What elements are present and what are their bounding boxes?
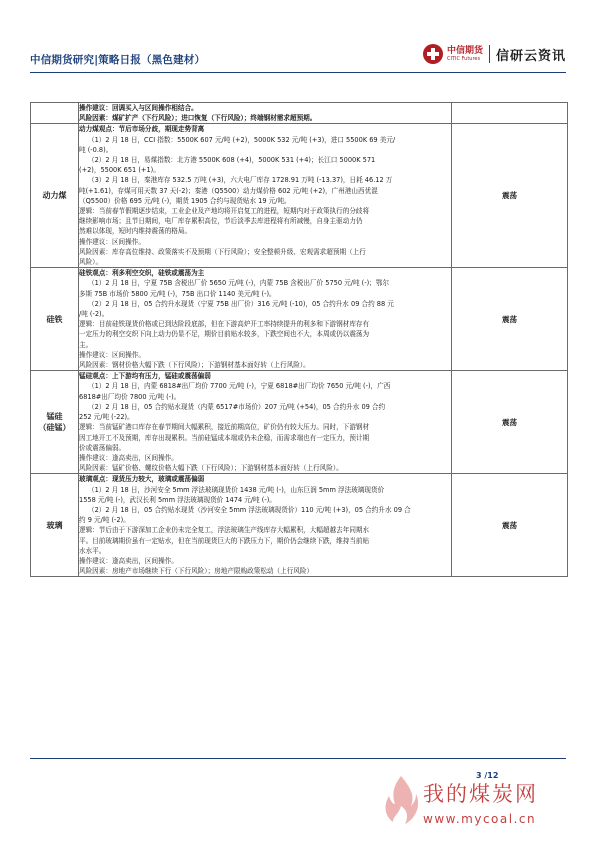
analysis-line: 继续影响市场；且节日期间，电厂库存累积高位，节后淡季去库进程将有所减慢，自身主驱动力仍 [79, 217, 363, 226]
analysis-line: （3）2 月 18 日，秦港库存 532.5 万吨 (+3)，六大电厂库存 1728.91 万吨 (-13.37)，日耗 46.12 万 [88, 176, 393, 185]
analysis-line: /吨 (-2)。 [79, 310, 109, 319]
analysis-line: 然难以体现，短时内维持震荡的格局。 [79, 227, 192, 236]
footer-divider [30, 758, 566, 759]
analysis-line: 因工地开工不及预期，库存出现累积。当前硅锰成本端或仍未企稳，而需求端也有一定压力，预计期 [79, 433, 370, 442]
citic-logo-icon [422, 43, 444, 65]
analysis-line: 操作建议：回调买入与区间操作相结合。 [79, 104, 198, 112]
analysis-line: 风险因素：钢材价格大幅下跌（下行风险）；下游钢材基本面好转（上行风险）。 [79, 361, 310, 370]
view-cell: 震荡 [452, 124, 568, 268]
analysis-line: （2）2 月 18 日，易煤指数：北方港 5500K 608 (+4)，5000K 531 (+4)；长江口 5000K 571 [88, 156, 376, 165]
analysis-line: 约 9 元/吨 (-2)。 [79, 516, 130, 525]
category-cell [31, 371, 79, 474]
analysis-line: 风险）。 [79, 258, 103, 267]
analysis-line: 逻辑：当前春节假期逐步结束，工业企业及产地均将开启复工的进程，短期内对于政策执行的分歧将 [79, 207, 370, 216]
analysis-line: 锰硅观点：上下游均有压力，锰硅或震荡偏弱 [79, 372, 211, 381]
analysis-line: 价或震荡偏弱。 [79, 443, 126, 452]
analysis-line: 风险因素：锰矿价格、螺纹价格大幅下跌（下行风险）；下游钢材基本面好转（上行风险）。 [79, 464, 343, 473]
analysis-line: (+2)，5500K 651 (+1)。 [79, 166, 160, 175]
analysis-line: 吨(+1.61)，存煤可用天数 37 天(-2)；秦港（Q5500）动力煤价格 602 元/吨 (+2)，广州港山西优混 [79, 186, 378, 195]
view-cell [452, 103, 568, 124]
analysis-line: 主。 [79, 340, 93, 349]
analysis-line: （1）2 月 18 日，CCI 指数：5500K 607 元/吨 (+2)，5000K 532 元/吨 (+3)，进口 5500K 69 美元/ [88, 135, 396, 144]
flame-logo-icon [381, 772, 421, 832]
table-row [31, 103, 568, 124]
category-cell [31, 474, 79, 577]
logo [422, 40, 566, 68]
category-label: 硅铁 [46, 314, 63, 324]
analysis-line: 水水平。 [79, 546, 106, 555]
analysis-line: 玻璃观点：现货压力较大，玻璃或震荡偏弱 [79, 475, 205, 484]
view-cell: 震荡 [452, 268, 568, 371]
analysis-line: 吨 (-0.8)。 [79, 145, 113, 154]
header-divider [30, 72, 566, 73]
analysis-line: 操作建议：逢高卖出，区间操作。 [79, 556, 178, 565]
analysis-line: 风险因素：房地产市场继续下行（下行风险）；房地产限购政策松动（上行风险） [79, 567, 314, 576]
analysis-line: 硅铁观点：利多利空交织，硅铁或震荡为主 [79, 269, 205, 278]
analysis-line: 操作建议：区间操作。 [79, 350, 145, 359]
analysis-line: 逻辑：节后由于下游深加工企业仍未完全复工，浮法玻璃生产线库存大幅累积，大幅超越去年同期水 [79, 526, 370, 535]
analysis-line: （1）2 月 18 日，内蒙 6818#出厂均价 7700 元/吨 (-)，宁夏 6818#出厂均价 7650 元/吨 (-)，广西 [88, 382, 391, 391]
category-label: 锰硅 [46, 412, 63, 422]
analysis-line: 逻辑：当前锰矿港口库存在春节期间大幅累积，接近前期高位，矿价仍有较大压力。同时，下游钢材 [79, 423, 370, 432]
table-row [31, 474, 568, 577]
analysis-line: 操作建议：逢高卖出，区间操作。 [79, 453, 178, 462]
analysis-line: 风险因素：库存高位维持、政策落实不及预期（下行风险）；安全整顿升级、宏观需求超预期（上行 [79, 247, 366, 256]
watermark [381, 772, 581, 837]
analysis-line: 操作建议：区间操作。 [79, 237, 145, 246]
category-cell [31, 124, 79, 268]
analysis-line: 平。目前玻璃期价虽有一定贴水，但在当前现货巨大的下跌压力下，期价仍会继续下跌，维持当前贴 [79, 536, 370, 545]
analysis-cell [79, 124, 452, 268]
analysis-line: （2）2 月 18 日，05 合约升水现货（宁夏 75B 出厂价）316 元/吨 (-10)，05 合约升水 09 合约 88 元 [88, 299, 394, 308]
logo-en-text: CITIC Futures [446, 55, 481, 62]
view-cell: 震荡 [452, 474, 568, 577]
category-label: 动力煤 [42, 191, 67, 201]
watermark-url: www.mycoal.cn [423, 812, 537, 826]
watermark-text: 我的煤炭网 [423, 782, 538, 806]
analysis-line: 动力煤观点：节后市场分歧，期现走势背离 [79, 125, 205, 134]
analysis-line: （2）2 月 18 日，05 合约贴水现货（沙河安全 5mm 浮法玻璃现货价）110 元/吨 (+3)，05 合约升水 09 合 [88, 505, 411, 514]
table-row [31, 268, 568, 371]
table-row [31, 371, 568, 474]
analysis-cell [79, 103, 452, 124]
analysis-cell [79, 474, 452, 577]
report-title: 中信期货研究|策略日报（黑色建材） [30, 54, 206, 66]
analysis-line: 风险因素：煤矿扩产（下行风险）；进口恢复（下行风险）；终端钢材需求超预期。 [79, 114, 317, 123]
analysis-line: 逻辑：目前硅铁现货价格或已到达阶段底部，但在下游高炉开工率持续提升的利多和下游钢材库存有 [79, 320, 370, 329]
page-number: 3 /12 [476, 771, 499, 780]
table-row [31, 124, 568, 268]
analysis-cell [79, 268, 452, 371]
logo-separator [489, 45, 490, 63]
category-label: （硅锰） [38, 423, 71, 433]
category-label: 玻璃 [46, 520, 63, 530]
analysis-line: 252 元/吨 (-22)。 [79, 413, 134, 422]
analysis-line: （1）2 月 18 日，沙河安全 5mm 浮法玻璃现货价 1438 元/吨 (-)，山东巨润 5mm 浮法玻璃现货价 [88, 485, 385, 494]
view-cell: 震荡 [452, 371, 568, 474]
page-header [30, 40, 566, 72]
strategy-table [30, 102, 568, 577]
analysis-line: 6818#出厂均价 7800 元/吨 (-)。 [79, 392, 181, 401]
analysis-line: （2）2 月 18 日，05 合约贴水现货（内蒙 6517#市场价）207 元/吨 (+54)，05 合约升水 09 合约 [88, 402, 386, 411]
category-cell [31, 103, 79, 124]
analysis-line: 1558 元/吨 (-)，武汉长利 5mm 浮法玻璃现货价 1474 元/吨 (-)。 [79, 495, 276, 504]
analysis-line: （1）2 月 18 日，宁夏 75B 含税出厂价 5650 元/吨 (-)，内蒙 75B 含税出厂价 5750 元/吨 (-)；鄂尔 [88, 279, 389, 288]
analysis-line: 多斯 75B 市场价 5800 元/吨 (-)，75B 出口价 1140 美元/吨 (-)。 [79, 289, 276, 298]
analysis-line: （Q5500）价格 695 元/吨 (-)，期货 1905 合约与现货贴水 19 元/吨。 [79, 196, 291, 205]
analysis-line: 一定压力的利空交织下向上动力仍显不足，期价目前贴水较多，下跌空间也不大，本周或仍以震荡为 [79, 330, 370, 339]
brand-name: 信研云资讯 [495, 48, 566, 64]
analysis-cell [79, 371, 452, 474]
category-cell [31, 268, 79, 371]
logo-cn-text: 中信期货 [446, 45, 483, 56]
